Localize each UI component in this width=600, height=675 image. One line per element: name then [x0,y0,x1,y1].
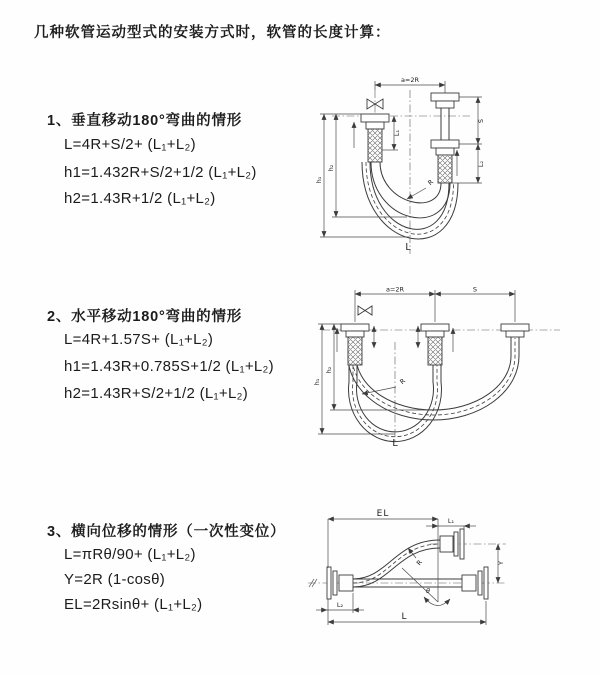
dimension-h2 [325,324,432,410]
diagram-horizontal-180-bend [308,282,588,452]
dimension-l [328,599,486,625]
section-3-heading: 3、横向位移的情形（一次性变位） [47,524,286,540]
diagram-vertical-180-bend [310,68,580,258]
left-pipe-assembly [341,324,369,365]
dim-label-h2: h₂ [327,164,335,172]
dimension-a2r [355,286,515,323]
dimension-y [497,544,505,583]
dim-label-a2r: a=2R [400,76,420,84]
section-2-formula-h2: h2=1.43R+S/2+1/2 (L₁+L₂) [64,385,249,402]
dim-label-l2: L₂ [477,160,485,168]
displaced-hose [353,540,440,587]
section-2-heading: 2、水平移动180°弯曲的情形 [47,309,243,325]
right-pipe-assembly [431,93,459,183]
length-label: L [392,438,398,449]
section-3-formula-l: L=πRθ/90+ (L₁+L₂) [64,546,196,563]
length-label: L [405,242,411,253]
page-title: 几种软管运动型式的安装方式时，软管的长度计算： [34,25,391,41]
dim-label-l: L [401,612,407,622]
left-end-fitting [327,567,353,599]
dimension-el [328,509,438,568]
dim-label-l1: L₁ [447,517,455,525]
dim-label-h2: h₂ [325,366,333,374]
dim-label-el: EL [376,509,390,519]
middle-pipe-assembly [421,324,449,365]
displaced-end-fitting [440,529,464,559]
angle-construction [402,519,450,606]
dim-label-y: Y [497,561,505,565]
radius-callout [407,178,435,199]
diagram-lateral-displacement [298,500,593,655]
dimension-s [459,97,485,144]
section-1-heading: 1、垂直移动180°弯曲的情形 [47,113,243,129]
dim-label-l2: L₂ [336,601,344,609]
angle-label: θ [426,587,430,595]
section-1-formula-h2: h2=1.43R+1/2 (L₁+L₂) [64,190,216,207]
dim-label-h1: h₁ [313,378,321,386]
dimension-l2 [316,593,364,613]
valve-icon [358,306,372,315]
dim-label-l1: L₁ [393,129,401,137]
section-3-formula-y: Y=2R (1-cosθ) [64,571,166,588]
dim-label-h1: h₁ [315,176,323,184]
section-3-formula-el: EL=2Rsinθ+ (L₁+L₂) [64,596,203,613]
section-1-formula-h1: h1=1.432R+S/2+1/2 (L₁+L₂) [64,164,257,181]
dim-label-s: S [477,118,485,124]
dim-label-s: S [472,285,478,294]
radius-label: R [426,177,436,187]
radius-label: R [414,558,424,568]
section-2-formula-l: L=4R+1.57S+ (L₁+L₂) [64,331,214,348]
section-1-formula-l: L=4R+S/2+ (L₁+L₂) [64,136,196,153]
dim-label-a2r: a=2R [385,285,405,294]
radius-label: R [398,376,408,386]
left-pipe-assembly [361,114,389,162]
section-2-formula-h1: h1=1.43R+0.785S+1/2 (L₁+L₂) [64,358,274,375]
